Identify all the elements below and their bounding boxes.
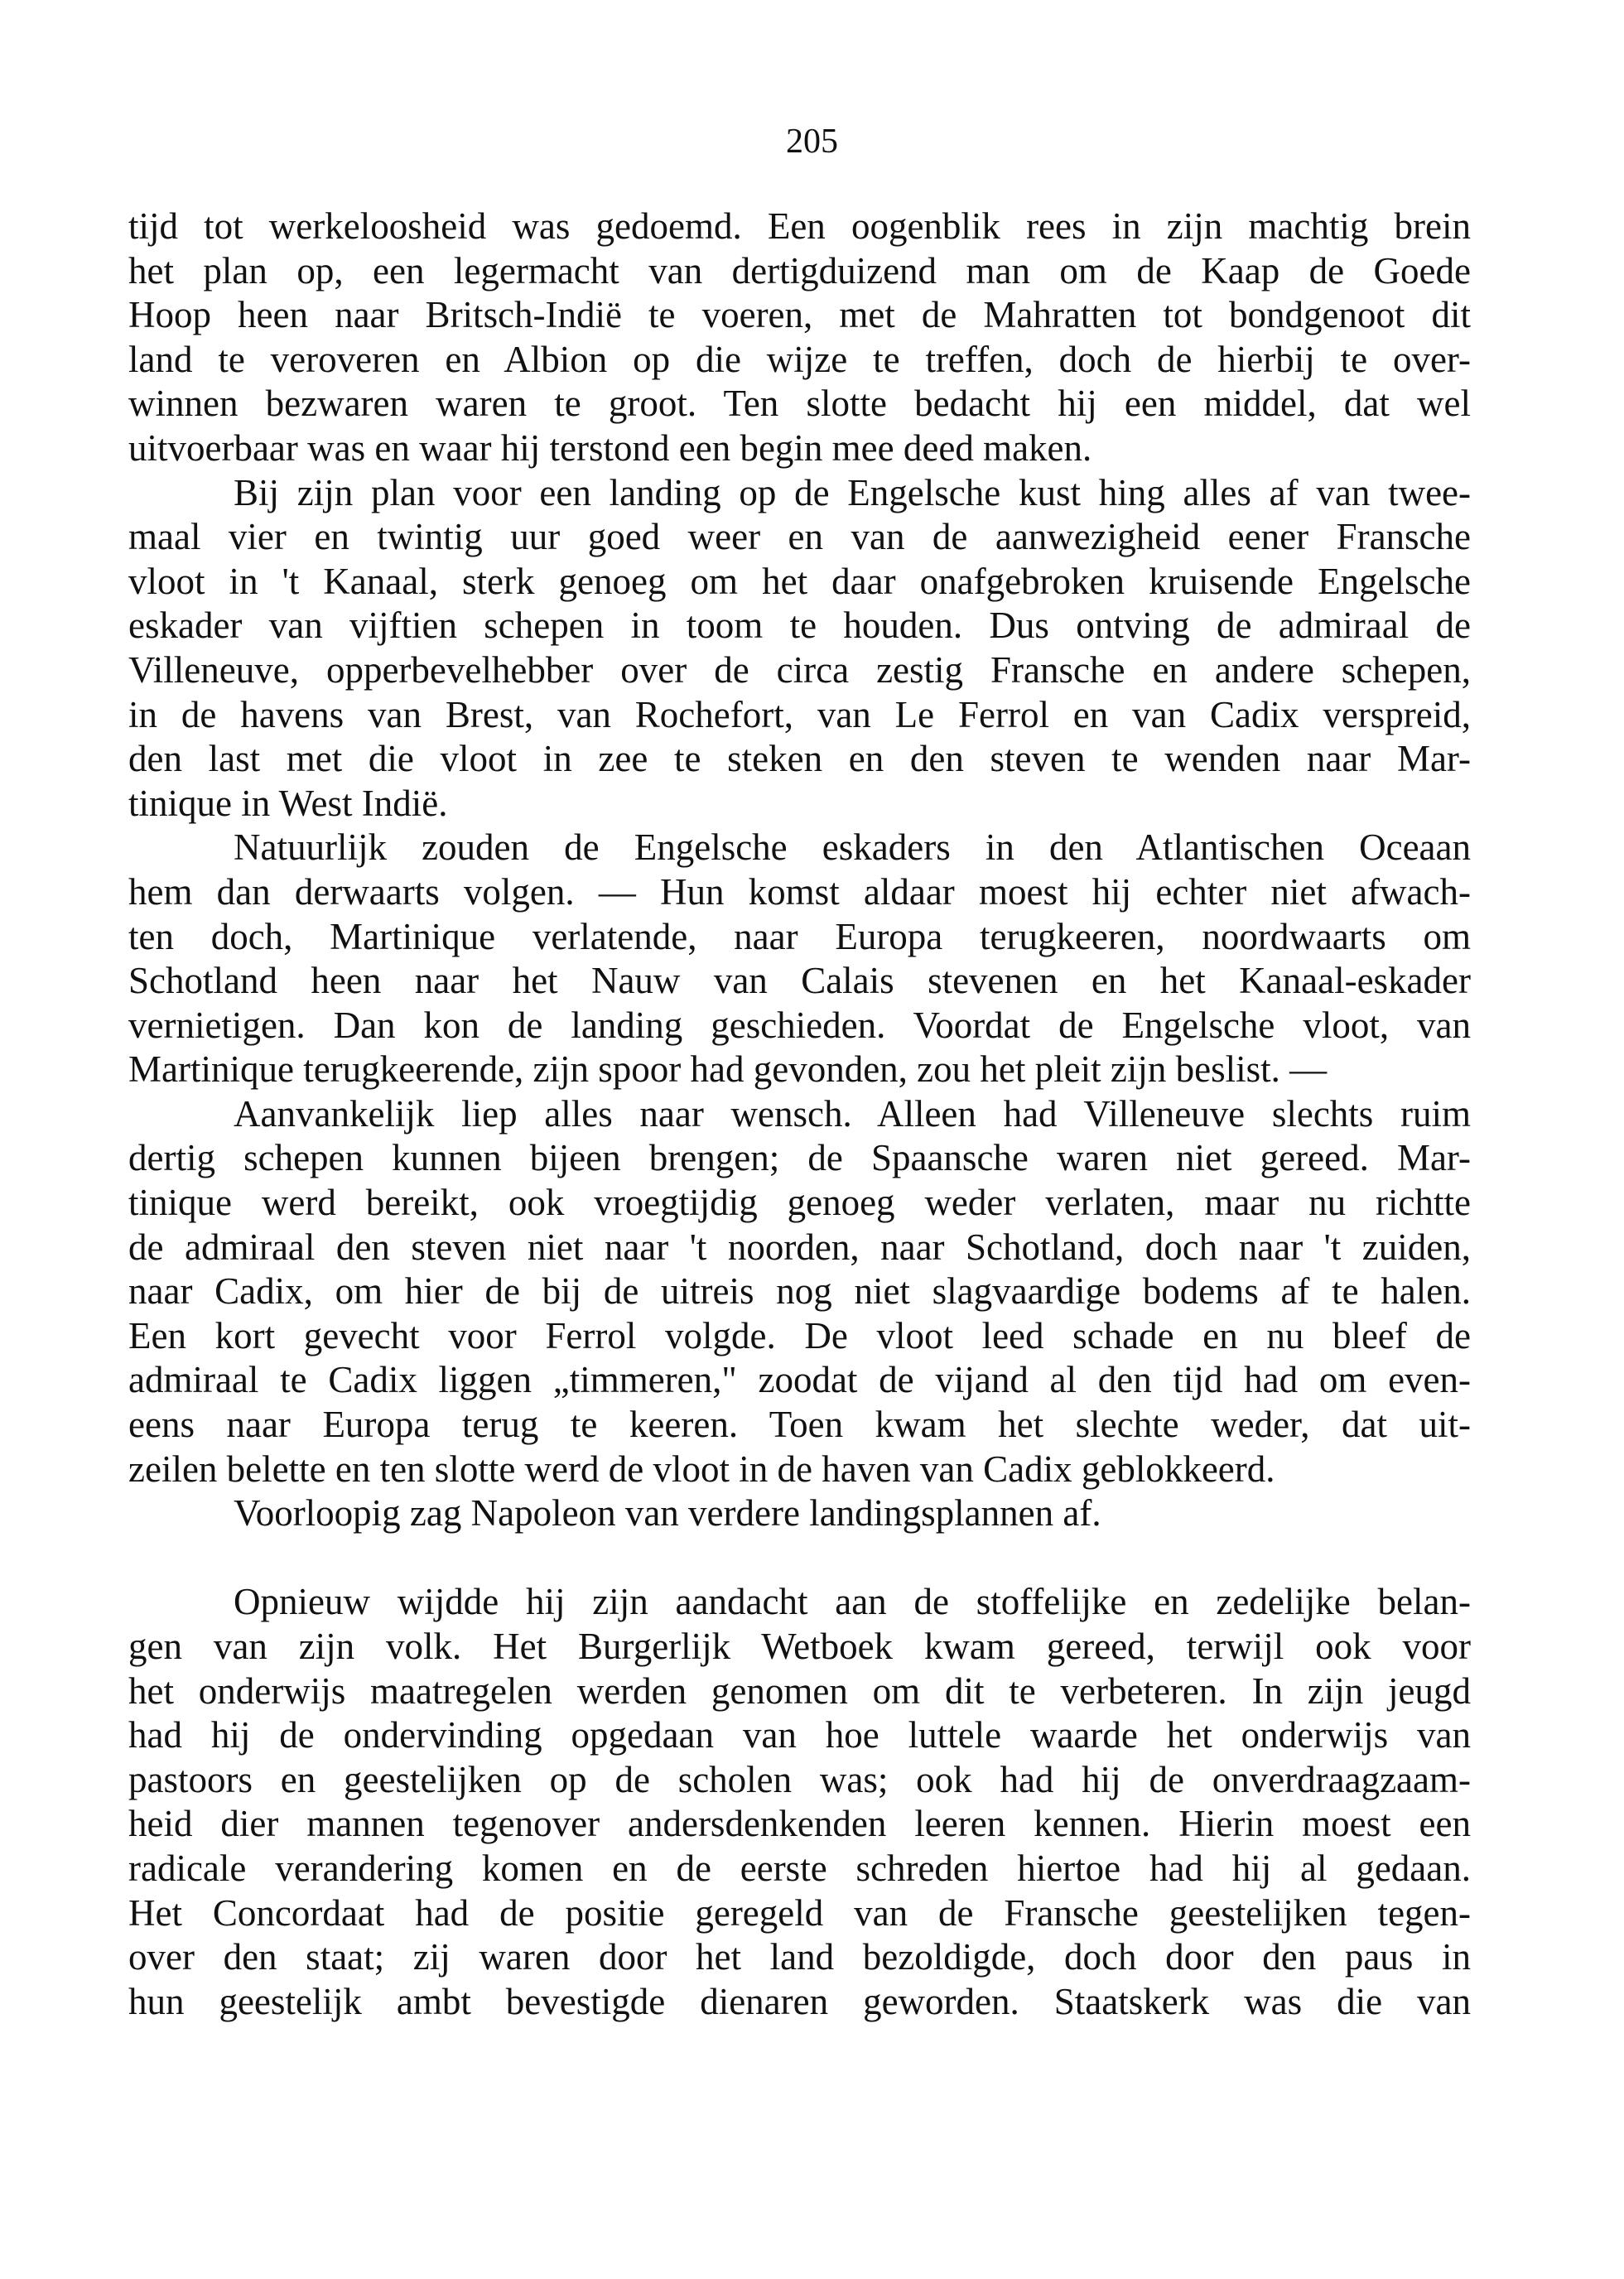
text-line: het onderwijs maatregelen werden genomen om dit te verbeteren. In zijn jeugd <box>128 1670 1471 1712</box>
text-line: had hij de ondervinding opgedaan van hoe luttele waarde het onderwijs van <box>128 1714 1471 1756</box>
text-line: Schotland heen naar het Nauw van Calais stevenen en het Kanaal-eskader <box>128 960 1471 1002</box>
text-line: gen van zijn volk. Het Burgerlijk Wetboek kwam gereed, terwijl ook voor <box>128 1626 1471 1667</box>
text-line: Een kort gevecht voor Ferrol volgde. De vloot leed schade en nu bleef de <box>128 1314 1471 1356</box>
text-line: heid dier mannen tegenover andersdenkenden leeren kennen. Hierin moest een <box>128 1803 1471 1845</box>
text-line: Aanvankelijk liep alles naar wensch. Alleen had Villeneuve slechts ruim <box>234 1092 1471 1135</box>
text-line: Hoop heen naar Britsch-Indië te voeren, met de Mahratten tot bondgenoot dit <box>128 294 1471 336</box>
text-line: hun geestelijk ambt bevestigde dienaren geworden. Staatskerk was die van <box>128 1980 1471 2022</box>
text-line: de admiraal den steven niet naar 't noorden, naar Schotland, doch naar 't zuiden, <box>128 1226 1471 1268</box>
paragraph <box>128 471 1471 826</box>
text-line: Martinique terugkeerende, zijn spoor had gevonden, zou het pleit zijn beslist. — <box>128 1048 1328 1091</box>
paragraph <box>128 205 1471 471</box>
text-line: ten doch, Martinique verlatende, naar Europa terugkeeren, noordwaarts om <box>128 915 1471 957</box>
text-line: naar Cadix, om hier de bij de uitreis nog niet slagvaardige bodems af te halen. <box>128 1270 1471 1313</box>
text-line: admiraal te Cadix liggen „timmeren," zoodat de vijand al den tijd had om even- <box>128 1359 1471 1401</box>
text-line: uitvoerbaar was en waar hij terstond een begin mee deed maken. <box>128 426 1092 469</box>
text-line: over den staat; zij waren door het land bezoldigde, doch door den paus in <box>128 1936 1471 1978</box>
text-line: tinique werd bereikt, ook vroegtijdig genoeg weder verlaten, maar nu richtte <box>128 1182 1471 1224</box>
text-line: Bij zijn plan voor een landing op de Engelsche kust hing alles af van twee- <box>234 471 1471 513</box>
text-line: het plan op, een legermacht van dertigduizend man om de Kaap de Goede <box>128 249 1471 292</box>
text-line: tinique in West Indië. <box>128 782 448 824</box>
text-line: pastoors en geestelijken op de scholen was; ook had hij de onverdraagzaam- <box>128 1758 1471 1800</box>
paragraph <box>128 826 1471 1092</box>
page-number: 205 <box>786 123 838 161</box>
text-line: Voorloopig zag Napoleon van verdere landingsplannen af. <box>234 1492 1101 1535</box>
text-line: vloot in 't Kanaal, sterk genoeg om het daar onafgebroken kruisende Engelsche <box>128 560 1471 602</box>
text-line: den last met die vloot in zee te steken en den steven te wenden naar Mar- <box>128 738 1471 780</box>
section-break <box>128 1536 1471 1581</box>
text-line: Het Concordaat had de positie geregeld van de Fransche geestelijken tegen- <box>128 1891 1471 1934</box>
text-line: Villeneuve, opperbevelhebber over de circa zestig Fransche en andere schepen, <box>128 648 1471 691</box>
text-line: radicale verandering komen en de eerste schreden hiertoe had hij al gedaan. <box>128 1847 1471 1889</box>
paragraph <box>128 1092 1471 1491</box>
text-line: winnen bezwaren waren te groot. Ten slotte bedacht hij een middel, dat wel <box>128 383 1471 425</box>
text-line: eens naar Europa terug te keeren. Toen kwam het slechte weder, dat uit- <box>128 1404 1471 1446</box>
text-line: hem dan derwaarts volgen. — Hun komst aldaar moest hij echter niet afwach- <box>128 870 1471 913</box>
text-line: Opnieuw wijdde hij zijn aandacht aan de stoffelijke en zedelijke belan- <box>234 1581 1471 1623</box>
text-line: vernietigen. Dan kon de landing geschieden. Voordat de Engelsche vloot, van <box>128 1004 1471 1046</box>
body-text <box>128 205 1471 2024</box>
text-line: in de havens van Brest, van Rochefort, van Le Ferrol en van Cadix verspreid, <box>128 693 1471 735</box>
text-line: zeilen belette en ten slotte werd de vloot in de haven van Cadix geblokkeerd. <box>128 1448 1275 1490</box>
text-line: eskader van vijftien schepen in toom te houden. Dus ontving de admiraal de <box>128 605 1471 647</box>
text-line: tijd tot werkeloosheid was gedoemd. Een oogenblik rees in zijn machtig brein <box>128 205 1471 247</box>
text-line: maal vier en twintig uur goed weer en van de aanwezigheid eener Fransche <box>128 516 1471 558</box>
text-line: dertig schepen kunnen bijeen brengen; de Spaansche waren niet gereed. Mar- <box>128 1137 1471 1179</box>
paragraph <box>128 1580 1471 2024</box>
text-line: Natuurlijk zouden de Engelsche eskaders in den Atlantischen Oceaan <box>234 826 1471 869</box>
text-line: land te veroveren en Albion op die wijze te treffen, doch de hierbij te over- <box>128 338 1471 380</box>
paragraph <box>128 1491 1471 1536</box>
